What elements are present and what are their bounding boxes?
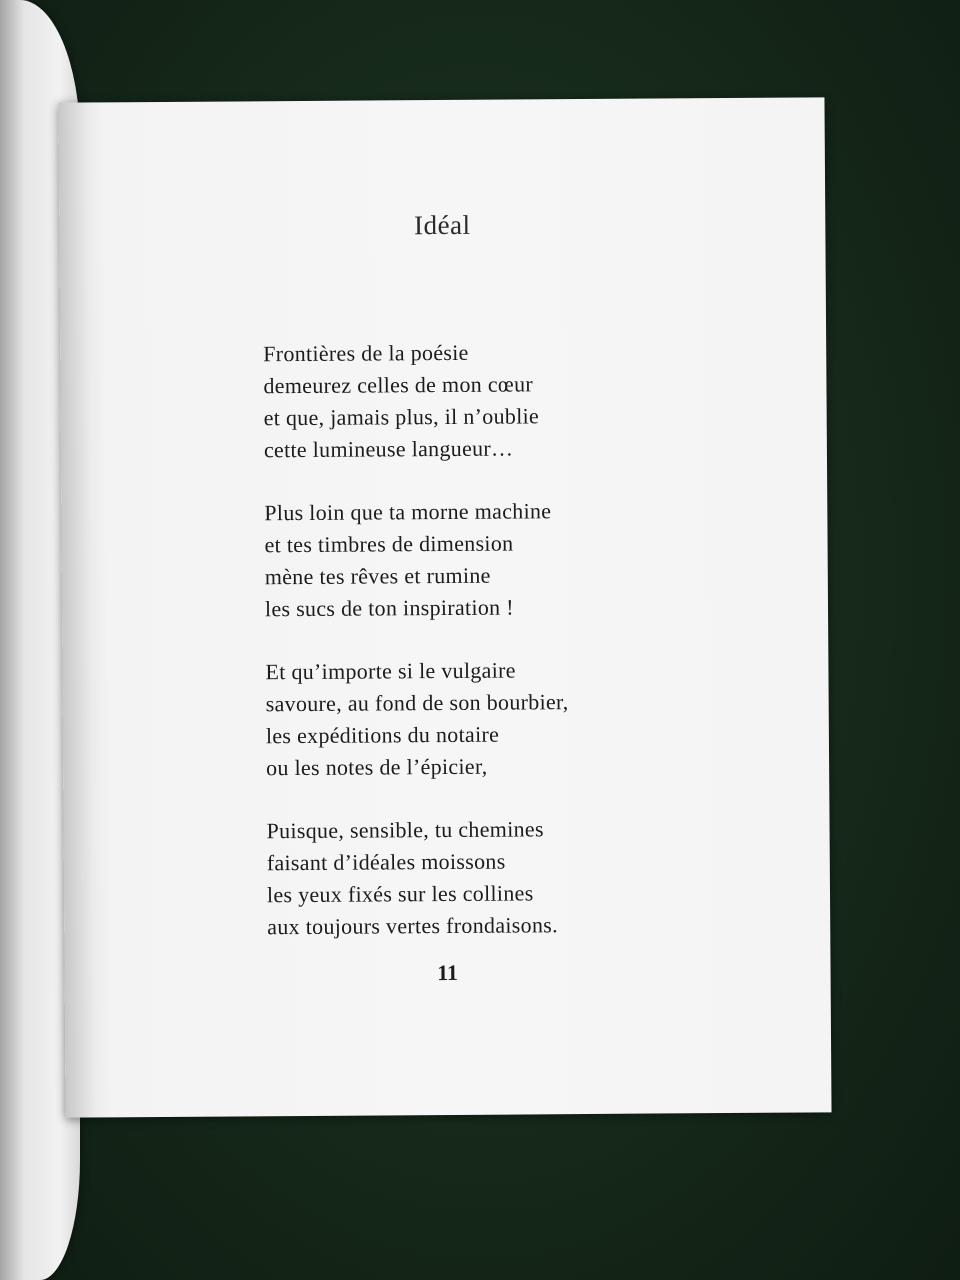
left-page-shadow — [0, 0, 24, 1280]
stanza — [263, 335, 784, 467]
stanza — [266, 812, 787, 944]
stanza — [265, 653, 786, 785]
poem-line: Frontières de la poésie — [263, 339, 469, 367]
poem-line: les yeux fixés sur les collines — [266, 880, 534, 908]
poem-line: Plus loin que ta morne machine — [264, 498, 552, 526]
poem-line: demeurez celles de mon cœur — [263, 371, 534, 399]
poem-line: les sucs de ton inspiration ! — [264, 594, 514, 622]
poem-line: ou les notes de l’épicier, — [266, 753, 488, 781]
poem-line: savoure, au fond de son bourbier, — [265, 689, 569, 717]
poem-line: Et qu’importe si le vulgaire — [265, 657, 516, 685]
poem-line: mène tes rêves et rumine — [264, 562, 491, 590]
page-number: 11 — [437, 959, 459, 986]
poem-line: Puisque, sensible, tu chemines — [266, 816, 544, 844]
poem-line: et que, jamais plus, il n’oublie — [263, 403, 540, 431]
book-page — [58, 97, 831, 1117]
poem-body — [263, 335, 787, 975]
poem-line: aux toujours vertes frondaisons. — [267, 912, 558, 940]
poem-title: Idéal — [413, 209, 471, 241]
poem-line: faisant d’idéales moissons — [266, 848, 506, 876]
stanza — [264, 494, 785, 626]
poem-line: et tes timbres de dimension — [264, 530, 514, 558]
poem-line: cette lumineuse langueur… — [263, 435, 514, 463]
poem-line: les expéditions du notaire — [265, 721, 500, 749]
